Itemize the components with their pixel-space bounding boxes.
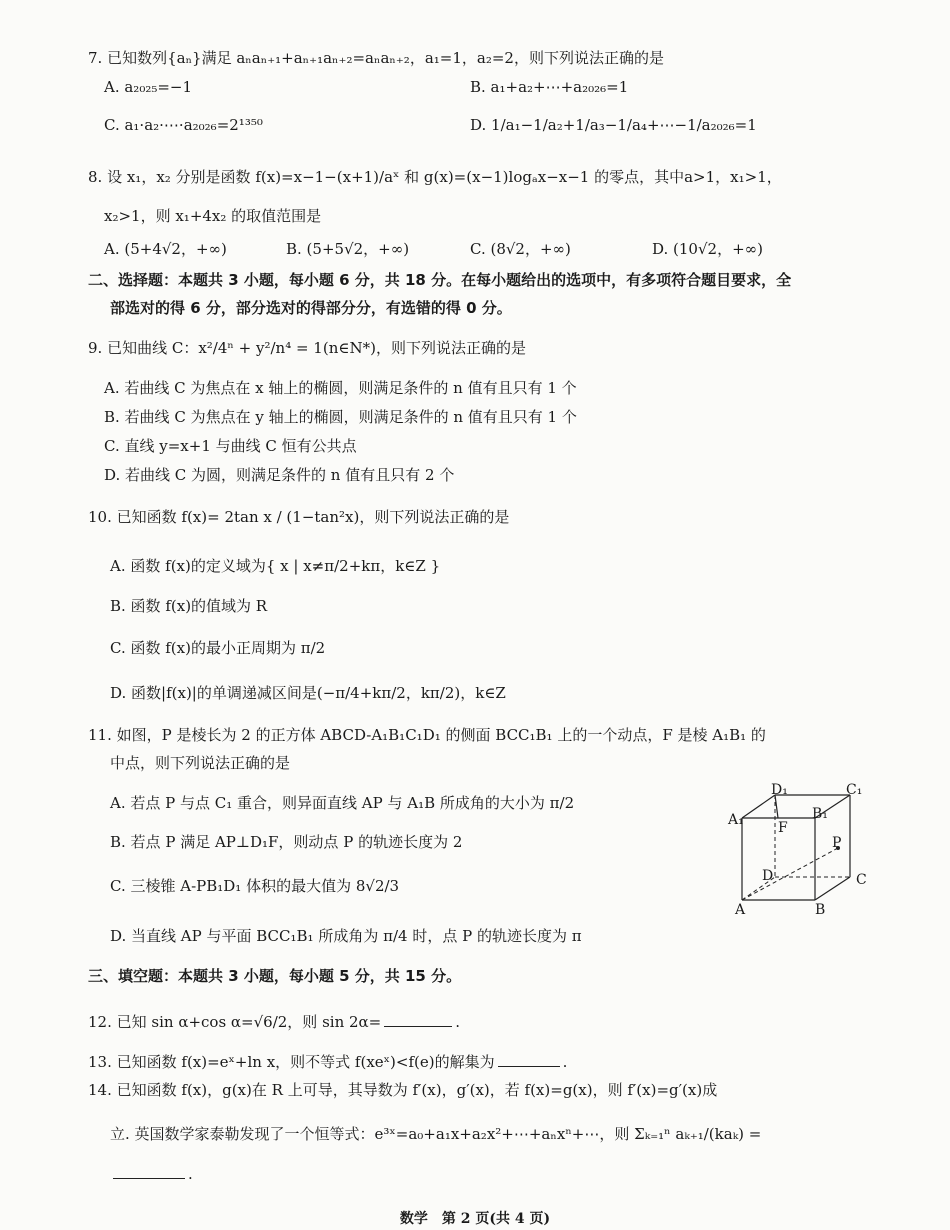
q12-answer-blank[interactable] <box>384 1012 452 1027</box>
q8-option-d: D. (10√2，+∞) <box>652 240 763 258</box>
page-footer: 数学 第 2 页(共 4 页) <box>399 1211 551 1227</box>
q9-option-a: A. 若曲线 C 为焦点在 x 轴上的椭圆，则满足条件的 n 值有且只有 1 个 <box>104 379 577 397</box>
q14-end: . <box>188 1165 193 1183</box>
q9-option-b: B. 若曲线 C 为焦点在 y 轴上的椭圆，则满足条件的 n 值有且只有 1 个 <box>104 408 577 426</box>
q7-option-a: A. a₂₀₂₅=−1 <box>104 78 193 96</box>
q14-stem-line2: 立. 英国数学家泰勒发现了一个恒等式：e³ˣ=a₀+a₁x+a₂x²+⋯+aₙxⁿ+⋯，则 Σₖ₌₁ⁿ aₖ₊₁/(kaₖ) = <box>110 1125 762 1143</box>
q9-option-d: D. 若曲线 C 为圆，则满足条件的 n 值有且只有 2 个 <box>104 466 455 484</box>
q7-option-d: D. 1/a₁−1/a₂+1/a₃−1/a₄+⋯−1/a₂₀₂₆=1 <box>470 116 757 134</box>
q12-end: . <box>455 1013 461 1031</box>
label-a: A <box>735 902 746 918</box>
q13-line <box>88 1052 567 1072</box>
q10-option-c: C. 函数 f(x)的最小正周期为 π/2 <box>110 639 326 657</box>
section2-heading-line1: 二、选择题：本题共 3 小题，每小题 6 分，共 18 分。在每小题给出的选项中，有多项符合题目要求，全 <box>88 271 792 289</box>
label-f: F <box>778 820 788 836</box>
q11-option-c: C. 三棱锥 A-PB₁D₁ 体积的最大值为 8√2/3 <box>110 877 400 895</box>
q10-option-b: B. 函数 f(x)的值域为 R <box>110 597 268 615</box>
q9-stem: 9. 已知曲线 C：x²/4ⁿ + y²/n⁴ = 1(n∈N*)，则下列说法正确的是 <box>88 339 526 357</box>
hidden-segment-ap <box>742 848 838 900</box>
section2-heading-line2: 部选对的得 6 分，部分选对的得部分分，有选错的得 0 分。 <box>110 299 512 317</box>
q10-option-d: D. 函数|f(x)|的单调递减区间是(−π/4+kπ/2，kπ/2)，k∈Z <box>110 684 506 702</box>
label-b1: B₁ <box>812 806 828 822</box>
q11-stem-line2: 中点，则下列说法正确的是 <box>110 754 291 772</box>
q14-answer-line <box>110 1164 193 1184</box>
q8-option-c: C. (8√2，+∞) <box>470 240 571 258</box>
q10-option-a: A. 函数 f(x)的定义域为{ x | x≠π/2+kπ，k∈Z } <box>110 557 441 575</box>
q12-line <box>88 1012 460 1032</box>
q11-option-a: A. 若点 P 与点 C₁ 重合，则异面直线 AP 与 A₁B 所成角的大小为 π/2 <box>110 794 575 812</box>
edge-bc <box>815 877 850 900</box>
q8-stem-line1: 8. 设 x₁，x₂ 分别是函数 f(x)=x−1−(x+1)/aˣ 和 g(x)=(x−1)logₐx−x−1 的零点，其中a>1，x₁>1， <box>88 168 782 186</box>
q8-option-a: A. (5+4√2，+∞) <box>104 240 227 258</box>
q7-option-c: C. a₁·a₂·⋯·a₂₀₂₆=2¹³⁵⁰ <box>104 116 263 134</box>
label-d1: D₁ <box>771 782 788 798</box>
label-c: C <box>856 872 867 888</box>
label-d: D <box>762 868 774 884</box>
q7-option-b: B. a₁+a₂+⋯+a₂₀₂₆=1 <box>470 78 629 96</box>
q7-stem: 7. 已知数列{aₙ}满足 aₙaₙ₊₁+aₙ₊₁aₙ₊₂=aₙaₙ₊₂，a₁=1，a₂=2，则下列说法正确的是 <box>88 49 664 67</box>
q9-option-c: C. 直线 y=x+1 与曲线 C 恒有公共点 <box>104 437 357 455</box>
q8-stem-line2: x₂>1，则 x₁+4x₂ 的取值范围是 <box>104 207 322 225</box>
q11-stem-line1: 11. 如图，P 是棱长为 2 的正方体 ABCD-A₁B₁C₁D₁ 的侧面 BCC₁B₁ 上的一个动点，F 是棱 A₁B₁ 的 <box>88 726 766 744</box>
q11-option-d: D. 当直线 AP 与平面 BCC₁B₁ 所成角为 π/4 时，点 P 的轨迹长度为 π <box>110 927 582 945</box>
q14-answer-blank[interactable] <box>113 1164 185 1179</box>
q12-text: 12. 已知 sin α+cos α=√6/2，则 sin 2α= <box>88 1013 382 1031</box>
cube-figure <box>720 780 880 920</box>
q10-stem: 10. 已知函数 f(x)= 2tan x / (1−tan²x)，则下列说法正确的是 <box>88 508 510 526</box>
edge-a1d1 <box>742 795 775 818</box>
q13-text: 13. 已知函数 f(x)=eˣ+ln x，则不等式 f(xeˣ)<f(e)的解集为 <box>88 1053 495 1071</box>
q8-option-b: B. (5+5√2，+∞) <box>286 240 410 258</box>
q14-stem-line1: 14. 已知函数 f(x)，g(x)在 R 上可导，其导数为 f′(x)，g′(x)，若 f(x)=g(x)，则 f′(x)=g′(x)成 <box>88 1081 718 1099</box>
label-p: P <box>832 835 842 851</box>
label-c1: C₁ <box>846 782 863 798</box>
label-a1: A₁ <box>728 812 744 828</box>
section3-heading: 三、填空题：本题共 3 小题，每小题 5 分，共 15 分。 <box>88 967 462 985</box>
q13-answer-blank[interactable] <box>498 1052 560 1067</box>
q11-option-b: B. 若点 P 满足 AP⊥D₁F，则动点 P 的轨迹长度为 2 <box>110 833 463 851</box>
q13-end: . <box>562 1053 568 1071</box>
label-b: B <box>815 902 826 918</box>
